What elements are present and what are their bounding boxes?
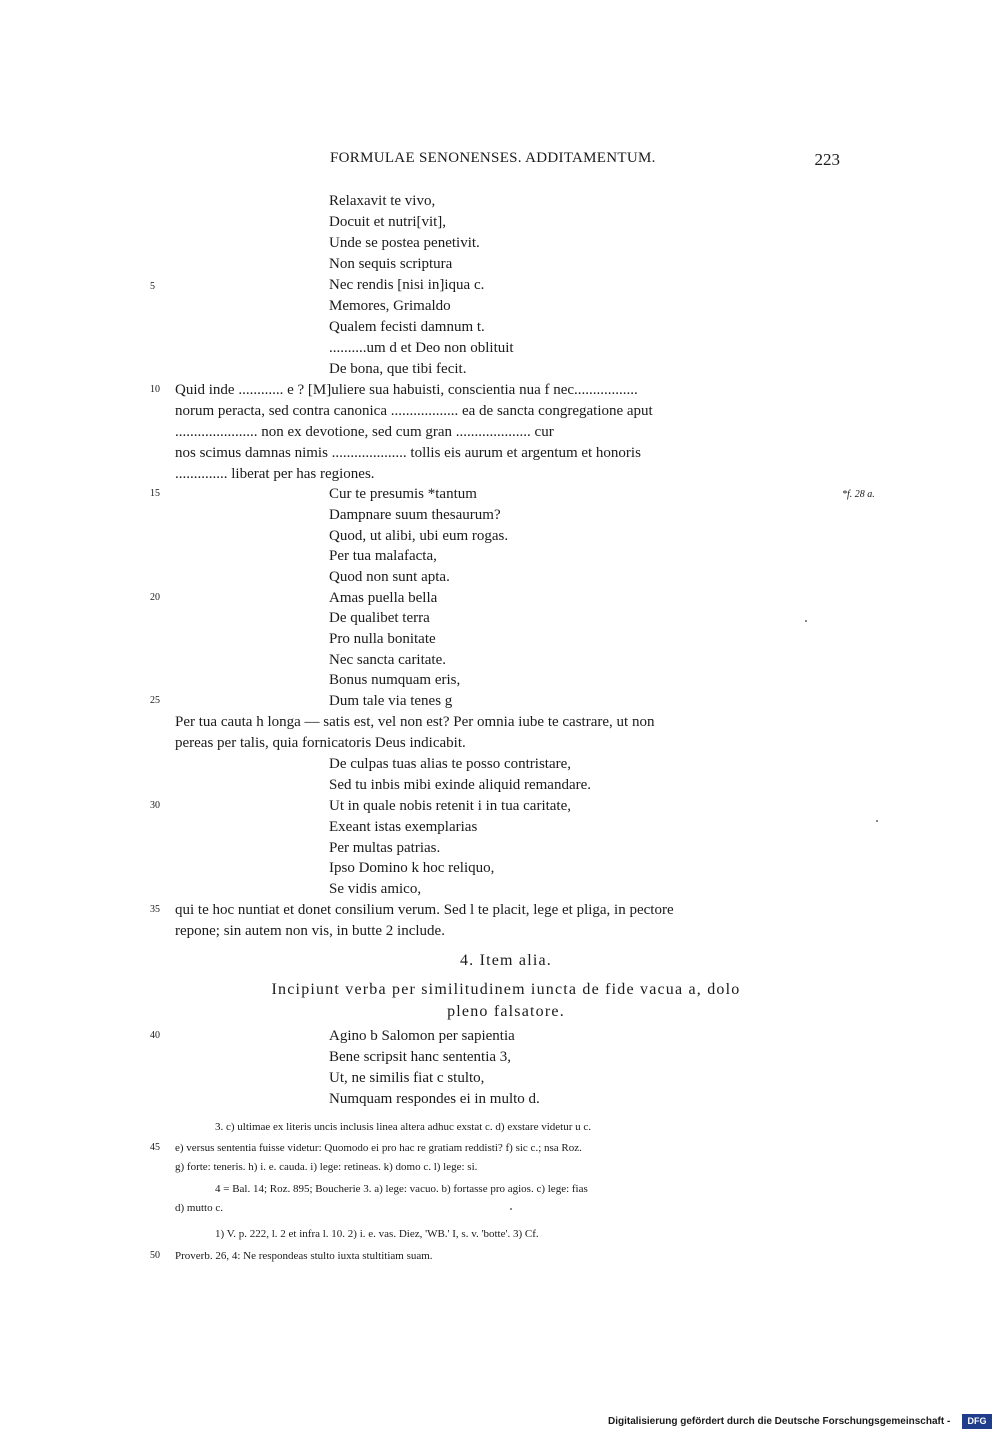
verse-line: Pro nulla bonitate	[329, 631, 436, 647]
verse-line: Bene scripsit hanc sententia 3,	[329, 1049, 512, 1065]
verse-line: Ipso Domino k hoc reliquo,	[329, 860, 495, 876]
note-line: 4 = Bal. 14; Roz. 895; Boucherie 3. a) lege: vacuo. b) fortasse pro agios. c) lege: fias	[215, 1183, 588, 1195]
digitization-credit: Digitalisierung gefördert durch die Deutsche Forschungsgemeinschaft -	[608, 1416, 951, 1427]
verse-line: Bonus numquam eris,	[329, 672, 461, 688]
verse-line: Exeant istas exemplarias	[329, 819, 478, 835]
verse-line: Nec rendis [nisi in]iqua c.	[329, 277, 485, 293]
note-line: d) mutto c.	[175, 1202, 223, 1214]
verse-line: Qualem fecisti damnum t.	[329, 319, 485, 335]
verse-line: Ut in quale nobis retenit i in tua caritate,	[329, 798, 572, 814]
line-number: 45	[150, 1142, 160, 1153]
note-line: g) forte: teneris. h) i. e. cauda. i) lege: retineas. k) domo c. l) lege: si.	[175, 1161, 478, 1173]
verse-line: Se vidis amico,	[329, 881, 422, 897]
prose-line: repone; sin autem non vis, in butte 2 include.	[175, 923, 445, 939]
line-number: 10	[150, 384, 160, 395]
prose-line: Quid inde ............ e ? [M]uliere sua habuisti, conscientia nua f nec.................	[175, 382, 638, 398]
verse-line: Agino b Salomon per sapientia	[329, 1028, 515, 1044]
note-line: 3. c) ultimae ex literis uncis inclusis linea altera adhuc exstat c. d) exstare videtur u c.	[215, 1121, 592, 1133]
verse-line: Numquam respondes ei in multo d.	[329, 1091, 540, 1107]
prose-line: pereas per talis, quia fornicatoris Deus indicabit.	[175, 735, 466, 751]
verse-line: Sed tu inbis mibi exinde aliquid remandare.	[329, 777, 592, 793]
verse-line: Unde se postea penetivit.	[329, 235, 480, 251]
prose-line: .............. liberat per has regiones.	[175, 466, 375, 482]
line-number: 5	[150, 281, 155, 292]
page-number: 223	[814, 150, 840, 169]
line-number: 25	[150, 695, 160, 706]
dfg-logo: DFG	[962, 1414, 992, 1429]
verse-line: Nec sancta caritate.	[329, 652, 447, 668]
verse-line: Amas puella bella	[329, 590, 438, 606]
verse-line: Ut, ne similis fiat c stulto,	[329, 1070, 485, 1086]
running-title: FORMULAE SENONENSES. ADDITAMENTUM.	[330, 150, 656, 166]
section-title-line: Incipiunt verba per similitudinem iuncta de fide vacua a, dolo	[271, 981, 741, 998]
scan-speck	[510, 1208, 512, 1210]
prose-line: Per tua cauta h longa — satis est, vel non est? Per omnia iube te castrare, ut non	[175, 714, 655, 730]
verse-line: Cur te presumis *tantum	[329, 486, 477, 502]
line-number: 50	[150, 1250, 160, 1261]
verse-line: Quod non sunt apta.	[329, 569, 450, 585]
verse-line: Relaxavit te vivo,	[329, 193, 436, 209]
verse-line: ..........um d et Deo non oblituit	[329, 340, 514, 356]
line-number: 20	[150, 592, 160, 603]
scan-speck	[876, 820, 878, 822]
margin-note: *f. 28 a.	[842, 489, 875, 500]
line-number: 30	[150, 800, 160, 811]
verse-line: Memores, Grimaldo	[329, 298, 451, 314]
prose-line: norum peracta, sed contra canonica .................. ea de sancta congregatione aput	[175, 403, 653, 419]
section-heading: 4. Item alia.	[459, 952, 552, 969]
verse-line: Quod, ut alibi, ubi eum rogas.	[329, 528, 509, 544]
line-number: 40	[150, 1030, 160, 1041]
verse-line: Non sequis scriptura	[329, 256, 453, 272]
verse-line: De culpas tuas alias te posso contristare,	[329, 756, 572, 772]
verse-line: Dum tale via tenes g	[329, 693, 453, 709]
prose-line: qui te hoc nuntiat et donet consilium verum. Sed l te placit, lege et pliga, in pectore	[175, 902, 674, 918]
verse-line: De bona, que tibi fecit.	[329, 361, 467, 377]
prose-line: ...................... non ex devotione, sed cum gran .................... cur	[175, 424, 554, 440]
verse-line: Per multas patrias.	[329, 840, 441, 856]
verse-line: De qualibet terra	[329, 610, 430, 626]
note-line: e) versus sententia fuisse videtur: Quomodo ei pro hac re gratiam reddisti? f) sic c.; nsa Roz.	[175, 1142, 582, 1154]
verse-line: Docuit et nutri[vit],	[329, 214, 447, 230]
scan-speck	[805, 620, 807, 622]
note-line: Proverb. 26, 4: Ne respondeas stulto iuxta stultitiam suam.	[175, 1250, 433, 1262]
note-line: 1) V. p. 222, l. 2 et infra l. 10. 2) i. e. vas. Diez, 'WB.' I, s. v. 'botte'. 3) Cf.	[215, 1228, 539, 1240]
line-number: 35	[150, 904, 160, 915]
line-number: 15	[150, 488, 160, 499]
verse-line: Per tua malafacta,	[329, 548, 437, 564]
prose-line: nos scimus damnas nimis .................... tollis eis aurum et argentum et honoris	[175, 445, 641, 461]
section-title-line: pleno falsatore.	[447, 1003, 565, 1020]
verse-line: Dampnare suum thesaurum?	[329, 507, 501, 523]
